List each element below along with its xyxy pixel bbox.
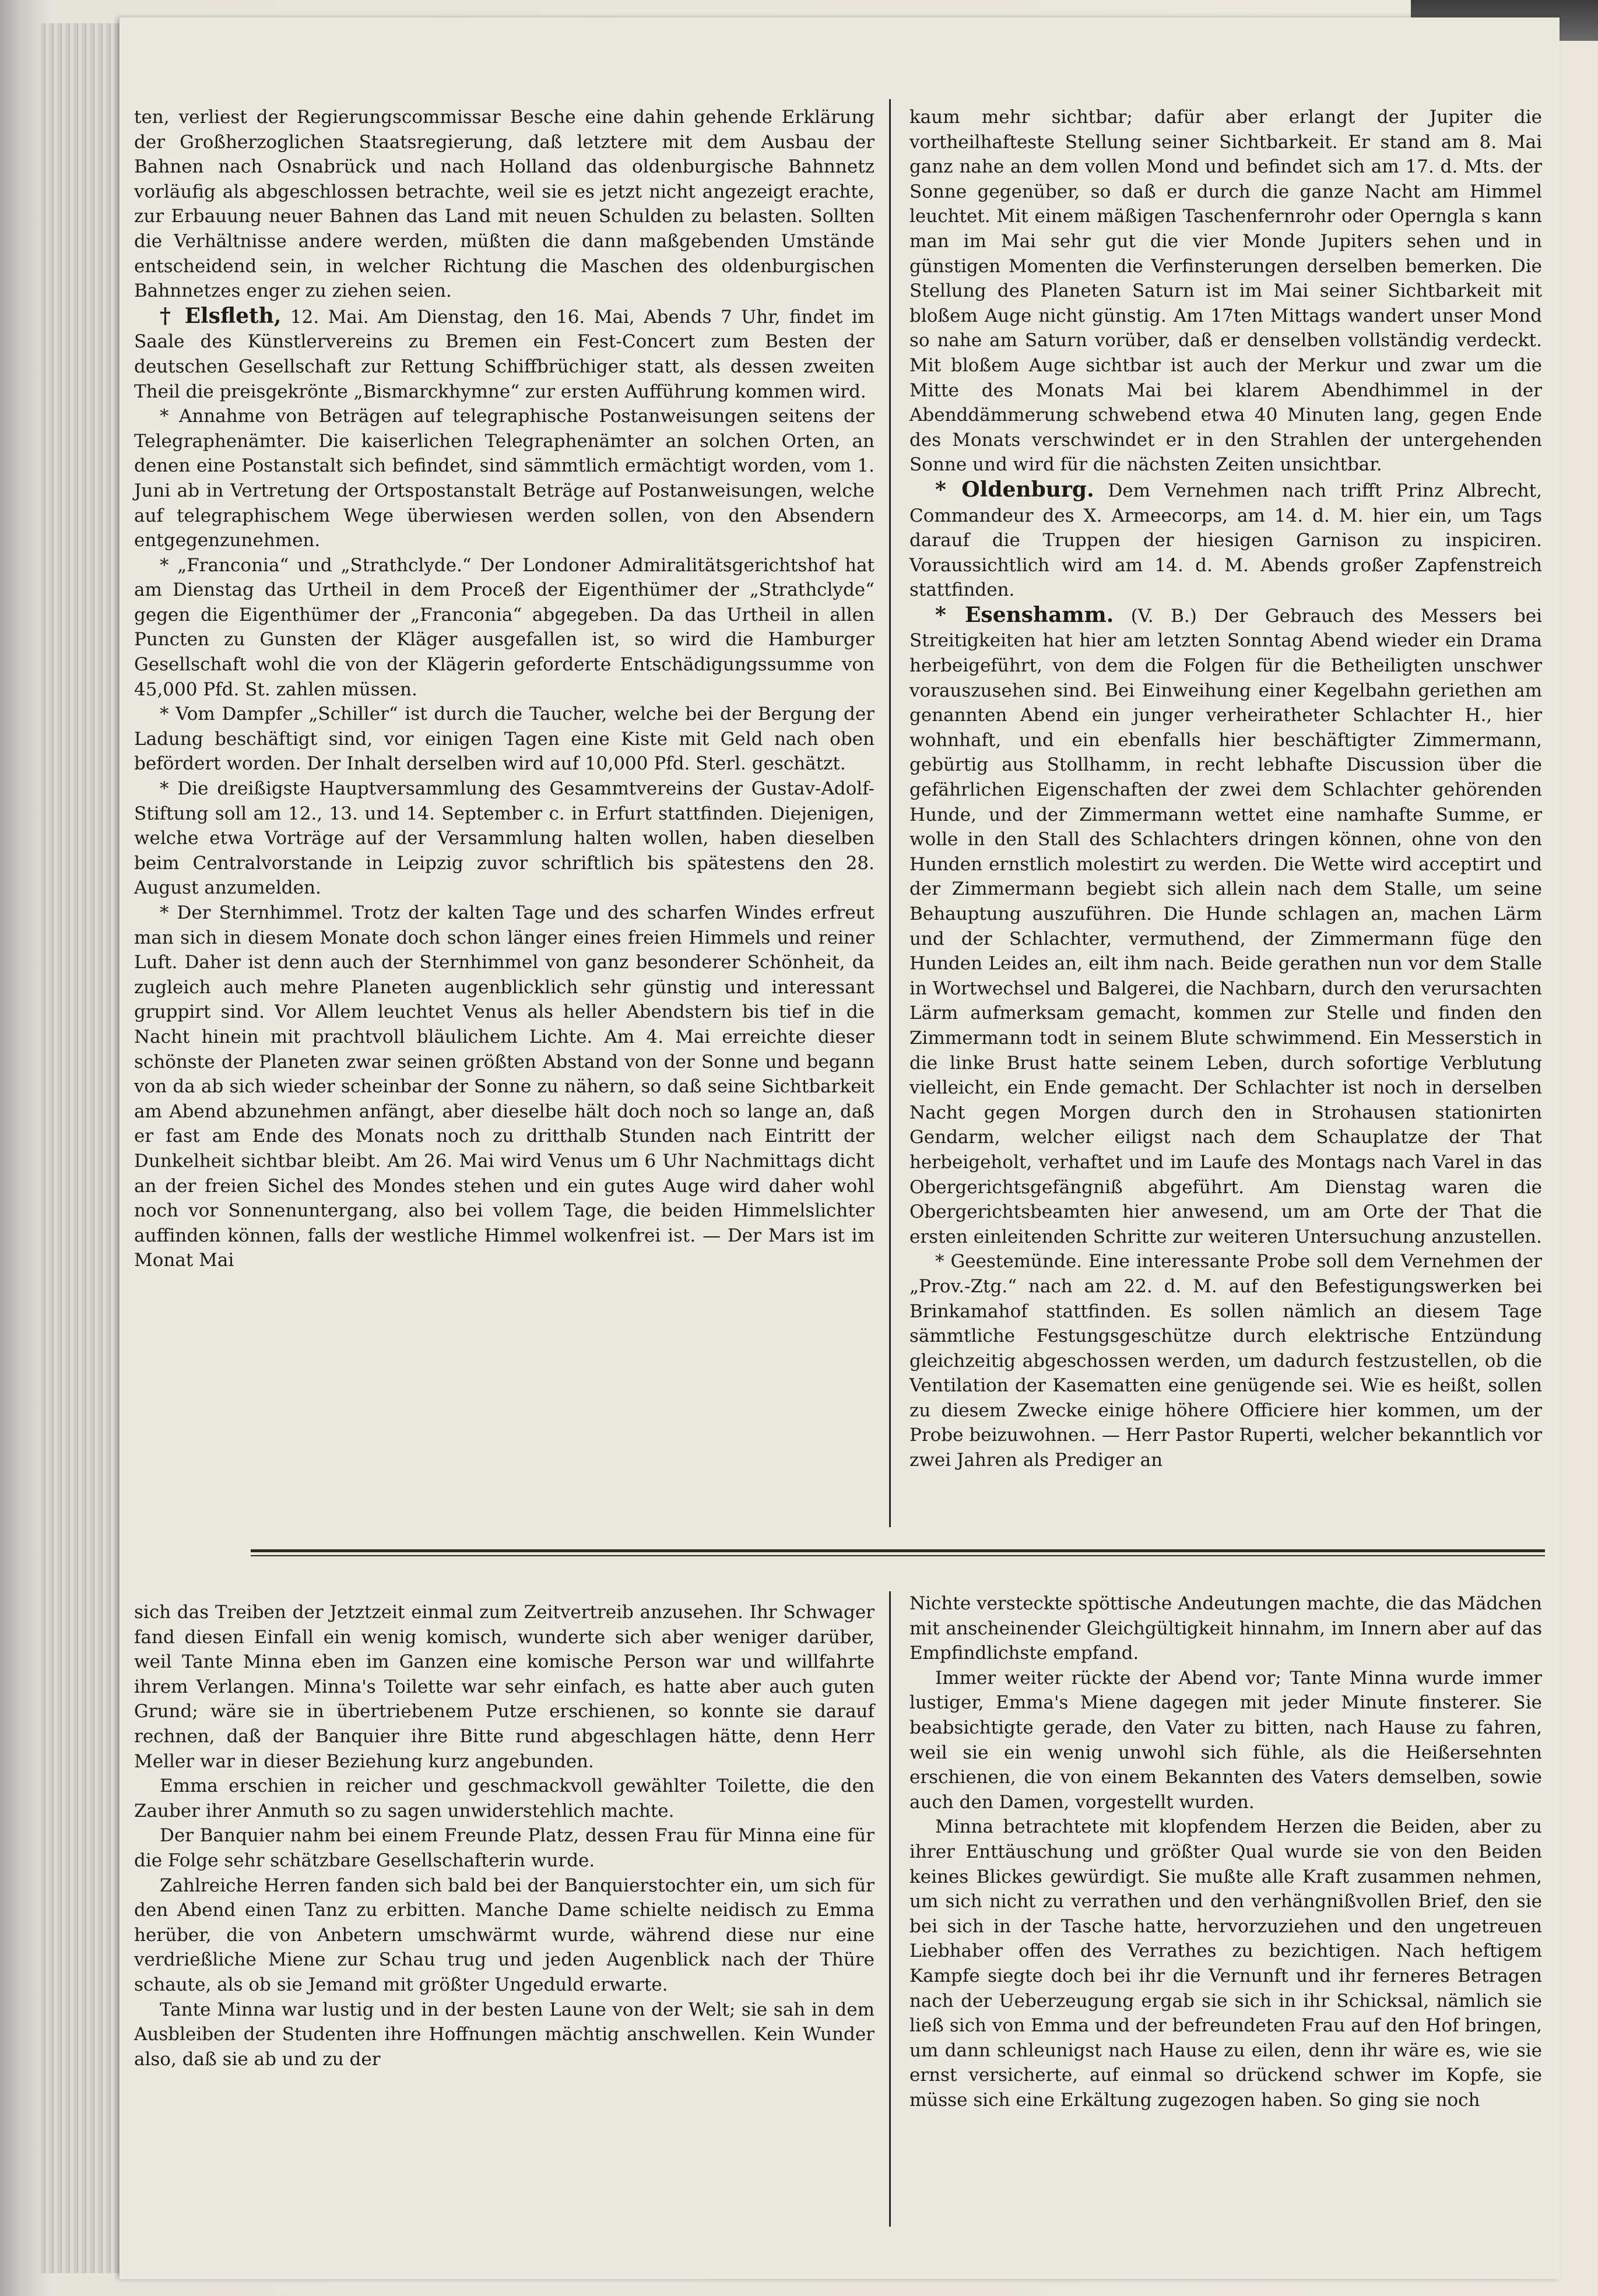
article-paragraph (134, 1823, 874, 1873)
dateline: * Oldenburg. (935, 477, 1094, 502)
article-paragraph (134, 553, 874, 702)
article-paragraph (134, 1774, 874, 1823)
column-top-left (134, 105, 881, 1273)
paragraph-text: Immer weiter rückte der Abend vor; Tante Minna wurde immer lustiger, Emma's Miene dagegen mit jeder Minute finsterer. Sie beabsichtigte gerade, den Vater zu bitten, nach Hause zu fahren, weil sie ein wenig unwohl sich fühle, als die Heißersehnten erschienen, die von einem Bekannten des Vaters demselben, sowie auch den Damen, vorgestellt wurden. (909, 1667, 1542, 1813)
article-paragraph (909, 1249, 1542, 1472)
paragraph-text: (V. B.) Der Gebrauch des Messers bei Streitigkeiten hat hier am letzten Sonntag Abend wieder ein Drama herbeigeführt, von dem die Folgen für die Betheiligten unschwer vorauszusehen sind. Bei Einweihung einer Kegelbahn geriethen am genannten Abend ein junger verheiratheter Schlachter H., hier wohnhaft, und ein ebenfalls hier beschäftigter Zimmermann, gebürtig aus Stollhamm, in recht lebhafte Discussion über die gefährlichen Eigenschaften der zwei dem Schlachter gehörenden Hunde, und der Zimmermann wettet eine namhafte Summe, er wolle in den Stall des Schlachters dringen können, ohne von den Hunden ernstlich molestirt zu werden. Die Wette wird acceptirt und der Zimmermann begiebt sich allein nach dem Stalle, um seine Behauptung auszuführen. Die Hunde schlagen an, machen Lärm und der Schlachter, vermuthend, der Zimmermann füge den Hunden Leides an, eilt ihm nach. Beide gerathen nun vor dem Stalle in Wortwechsel und Balgerei, die Nachbarn, durch den verursachten Lärm aufmerksam gemacht, kommen zur Stelle und finden den Zimmermann todt in seinem Blute schwimmend. Ein Messerstich in die linke Brust hatte seinem Leben, durch sofortige Verblutung vielleicht, ein Ende gemacht. Der Schlachter ist noch in derselben Nacht gegen Morgen durch den in Strohausen stationirten Gendarm, welcher eiligst nach dem Schauplatze der That herbeigeholt, verhaftet und im Laufe des Montags nach Varel in das Obergerichtsgefängniß abgeführt. Am Dienstag waren die Obergerichtsbeamten hier anwesend, um am Orte der That die ersten einleitenden Schritte zur weiteren Untersuchung anzustellen. (909, 605, 1542, 1247)
column-top-right (909, 105, 1542, 1473)
paragraph-text: Minna betrachtete mit klopfendem Herzen die Beiden, aber zu ihrer Enttäuschung und größter Qual wurde sie von den Beiden keines Blickes gewürdigt. Sie mußte alle Kraft zusammen nehmen, um sich nicht zu verrathen und den verhängnißvollen Brief, den sie bei sich in der Tasche hatte, hervorzuziehen und den ungetreuen Liebhaber offen des Verrathes zu bezichtigen. Nach heftigem Kampfe siegte doch bei ihr die Vernunft und ihr ferneres Betragen nach der Ueberzeugung ergab sie sich in ihr Schicksal, nämlich sie ließ sich von Emma und der befreundeten Frau auf den Hof bringen, um dann schleunigst nach Hause zu eilen, denn ihr wäre es, wie sie ernst versicherte, auf einmal so drückend schwer im Kopfe, sie müsse sich eine Erkältung zugezogen haben. So ging sie noch (909, 1816, 1542, 2111)
paragraph-text: ten, verliest der Regierungscommissar Besche eine dahin gehende Erklärung der Großherzoglichen Staatsregierung, daß letztere mit dem Ausbau der Bahnen nach Osnabrück und nach Holland das oldenburgische Bahnnetz vorläufig als abgeschlossen betrachte, weil sie es jetzt nicht angezeigt erachte, zur Erbauung neuer Bahnen das Land mit neuen Schulden zu belasten. Sollten die Verhältnisse andere werden, müßten die dann maßgebenden Umstände entscheidend sein, in welcher Richtung die Maschen des oldenburgischen Bahnnetzes enger zu ziehen seien. (134, 107, 874, 302)
section-rule-thin (251, 1555, 1545, 1556)
paragraph-text: kaum mehr sichtbar; dafür aber erlangt der Jupiter die vortheilhafteste Stellung seiner Sichtbarkeit. Er stand am 8. Mai ganz nahe an dem vollen Mond und befindet sich am 17. d. Mts. der Sonne gegenüber, so daß er durch die ganze Nacht am Himmel leuchtet. Mit einem mäßigen Taschenfernrohr oder Operngla s kann man im Mai sehr gut die vier Monde Jupiters sehen und in günstigen Momenten die Verfinsterungen derselben bemerken. Die Stellung des Planeten Saturn ist im Mai seiner Sichtbarkeit mit bloßem Auge nicht günstig. Am 17ten Mittags wandert unser Mond so nahe am Saturn vorüber, daß er denselben vollständig verdeckt. Mit bloßem Auge sichtbar ist auch der Merkur und zwar um die Mitte des Monats Mai bei klarem Abendhimmel in der Abenddämmerung schwebend etwa 40 Minuten lang, gegen Ende des Monats verschwindet er in den Strahlen der untergehenden Sonne und wird für die nächsten Zeiten unsichtbar. (909, 107, 1542, 476)
dateline: † Elsfleth, (160, 303, 282, 328)
paragraph-text: * Annahme von Beträgen auf telegraphische Postanweisungen seitens der Telegraphenämter. Die kaiserlichen Telegraphenämter an solchen Orten, an denen eine Postanstalt sich befindet, sind sämmtlich ermächtigt worden, vom 1. Juni ab in Vertretung der Ortspostanstalt Beträge auf Postanweisungen, welche auf telegraphischem Wege überwiesen werden sollen, von den Absendern entgegenzunehmen. (134, 406, 874, 551)
page-edges (41, 23, 124, 2273)
paragraph-text: * Die dreißigste Hauptversammlung des Gesammtvereins der Gustav-Adolf-Stiftung soll am 12., 13. und 14. September c. in Erfurt stattfinden. Diejenigen, welche etwa Vorträge auf der Versammlung halten wollen, haben dieselben beim Centralvorstande in Leipzig zuvor schriftlich bis spätestens den 28. August anzumelden. (134, 778, 874, 899)
paragraph-text: sich das Treiben der Jetztzeit einmal zum Zeitvertreib anzusehen. Ihr Schwager fand diesen Einfall ein wenig komisch, wunderte sich aber weniger darüber, weil Tante Minna eben im Ganzen eine komische Person war und willfahrte ihrem Verlangen. Minna's Toilette war sehr einfach, es hatte aber auch guten Grund; wäre sie in übertriebenem Putze erschienen, so konnte sie darauf rechnen, daß der Banquier ihre Bitte rund abgeschlagen hätte, denn Herr Meller war in dieser Beziehung kurz angebunden. (134, 1602, 874, 1772)
article-paragraph (909, 1591, 1542, 1666)
column-divider-bottom (889, 1591, 891, 2227)
article-paragraph (134, 776, 874, 901)
article-paragraph (134, 304, 874, 404)
article-paragraph (134, 1873, 874, 1998)
paragraph-text: Nichte versteckte spöttische Andeutungen machte, die das Mädchen mit anscheinender Gleichgültigkeit hinnahm, im Innern aber auf das Empfindlichste empfand. (909, 1593, 1542, 1664)
article-paragraph (909, 1815, 1542, 2112)
article-paragraph (134, 901, 874, 1273)
paragraph-text: 12. Mai. Am Dienstag, den 16. Mai, Abends 7 Uhr, findet im Saale des Künstlervereins zu Bremen ein Fest-Concert zum Besten der deutschen Gesellschaft zur Rettung Schiffbrüchiger statt, als dessen zweiten Theil die preisgekrönte „Bismarckhymne“ zur ersten Aufführung kommen wird. (134, 306, 875, 402)
article-paragraph (134, 702, 874, 776)
article-paragraph (134, 105, 874, 304)
paragraph-text: Tante Minna war lustig und in der besten Laune von der Welt; sie sah in dem Ausbleiben der Studenten ihre Hoffnungen mächtig anschwellen. Kein Wunder also, daß sie ab und zu der (134, 1999, 874, 2070)
section-rule (251, 1549, 1545, 1552)
column-divider-top (889, 99, 891, 1527)
article-paragraph (134, 1998, 874, 2072)
article-paragraph (909, 603, 1542, 1249)
column-bottom-right (909, 1591, 1542, 2112)
paragraph-text: * „Franconia“ und „Strathclyde.“ Der Londoner Admiralitätsgerichtshof hat am Dienstag das Urtheil in dem Proceß der Eigenthümer der „Strathclyde“ gegen die Eigenthümer der „Franconia“ abgegeben. Da das Urtheil in allen Puncten zu Gunsten der Kläger ausgefallen ist, so wird die Hamburger Gesellschaft wohl die von der Klägerin geforderte Entschädigungssumme von 45,000 Pfd. St. zahlen müssen. (134, 554, 874, 700)
dateline: * Esenshamm. (935, 602, 1114, 627)
article-paragraph (909, 105, 1542, 477)
paragraph-text: * Vom Dampfer „Schiller“ ist durch die Taucher, welche bei der Bergung der Ladung beschäftigt sind, vor einigen Tagen eine Kiste mit Geld nach oben befördert worden. Der Inhalt derselben wird auf 10,000 Pfd. Sterl. geschätzt. (134, 704, 874, 775)
paragraph-text: * Der Sternhimmel. Trotz der kalten Tage und des scharfen Windes erfreut man sich in diesem Monate doch schon länger eines freien Himmels und reiner Luft. Daher ist denn auch der Sternhimmel von ganz besonderer Schönheit, da zugleich auch mehre Planeten augenblicklich sehr günstig und interessant gruppirt sind. Vor Allem leuchtet Venus als heller Abendstern bis tief in die Nacht hinein mit prachtvoll bläulichem Lichte. Am 4. Mai erreichte dieser schönste der Planeten zwar seinen größten Abstand von der Sonne und begann von da ab sich wieder scheinbar der Sonne zu nähern, so daß seine Sichtbarkeit am Abend abzunehmen anfängt, aber dieselbe hält doch noch so lange an, daß er fast am Ende des Monats noch zu dritthalb Stunden nach Eintritt der Dunkelheit sichtbar bleibt. Am 26. Mai wird Venus um 6 Uhr Nachmittags dicht an der freien Sichel des Mondes stehen und ein gutes Auge wird daher wohl noch vor Sonnenuntergang, also bei vollem Tage, die beiden Himmelslichter auffinden können, falls der westliche Himmel wolkenfrei ist. — Der Mars ist im Monat Mai (134, 902, 874, 1271)
paragraph-text: Emma erschien in reicher und geschmackvoll gewählter Toilette, die den Zauber ihrer Anmuth so zu sagen unwiderstehlich machte. (134, 1775, 874, 1822)
article-paragraph (134, 404, 874, 553)
paragraph-text: Zahlreiche Herren fanden sich bald bei der Banquierstochter ein, um sich für den Abend einen Tanz zu erbitten. Manche Dame schielte neidisch zu Emma herüber, die von Anbetern umschwärmt wurde, während diese nur eine verdrießliche Miene zur Schau trug und jeden Augenblick nach der Thüre schaute, als ob sie Jemand mit größter Ungeduld erwarte. (134, 1875, 874, 1995)
article-paragraph (909, 1666, 1542, 1815)
paragraph-text: Der Banquier nahm bei einem Freunde Platz, dessen Frau für Minna eine für die Folge sehr schätzbare Gesellschafterin wurde. (134, 1825, 874, 1871)
column-bottom-left (134, 1600, 881, 2072)
paragraph-text: Dem Vernehmen nach trifft Prinz Albrecht, Commandeur des X. Armeecorps, am 14. d. M. hier ein, um Tags darauf die Truppen der hiesigen Garnison zu inspiciren. Voraussichtlich wird am 14. d. M. Abends großer Zapfenstreich stattfinden. (909, 480, 1542, 601)
article-paragraph (134, 1600, 874, 1774)
paragraph-text: * Geestemünde. Eine interessante Probe soll dem Vernehmen der „Prov.-Ztg.“ nach am 22. d. M. auf den Befestigungswerken bei Brinkamahof stattfinden. Es sollen nämlich an diesem Tage sämmtliche Festungsgeschütze durch elektrische Entzündung gleichzeitig abgeschossen werden, um dadurch festzustellen, ob die Ventilation der Kasematten eine genügende sei. Wie es heißt, sollen zu diesem Zwecke einige höhere Officiere hier kommen, um der Probe beizuwohnen. — Herr Pastor Ruperti, welcher bekanntlich vor zwei Jahren als Prediger an (909, 1251, 1542, 1471)
article-paragraph (909, 477, 1542, 603)
